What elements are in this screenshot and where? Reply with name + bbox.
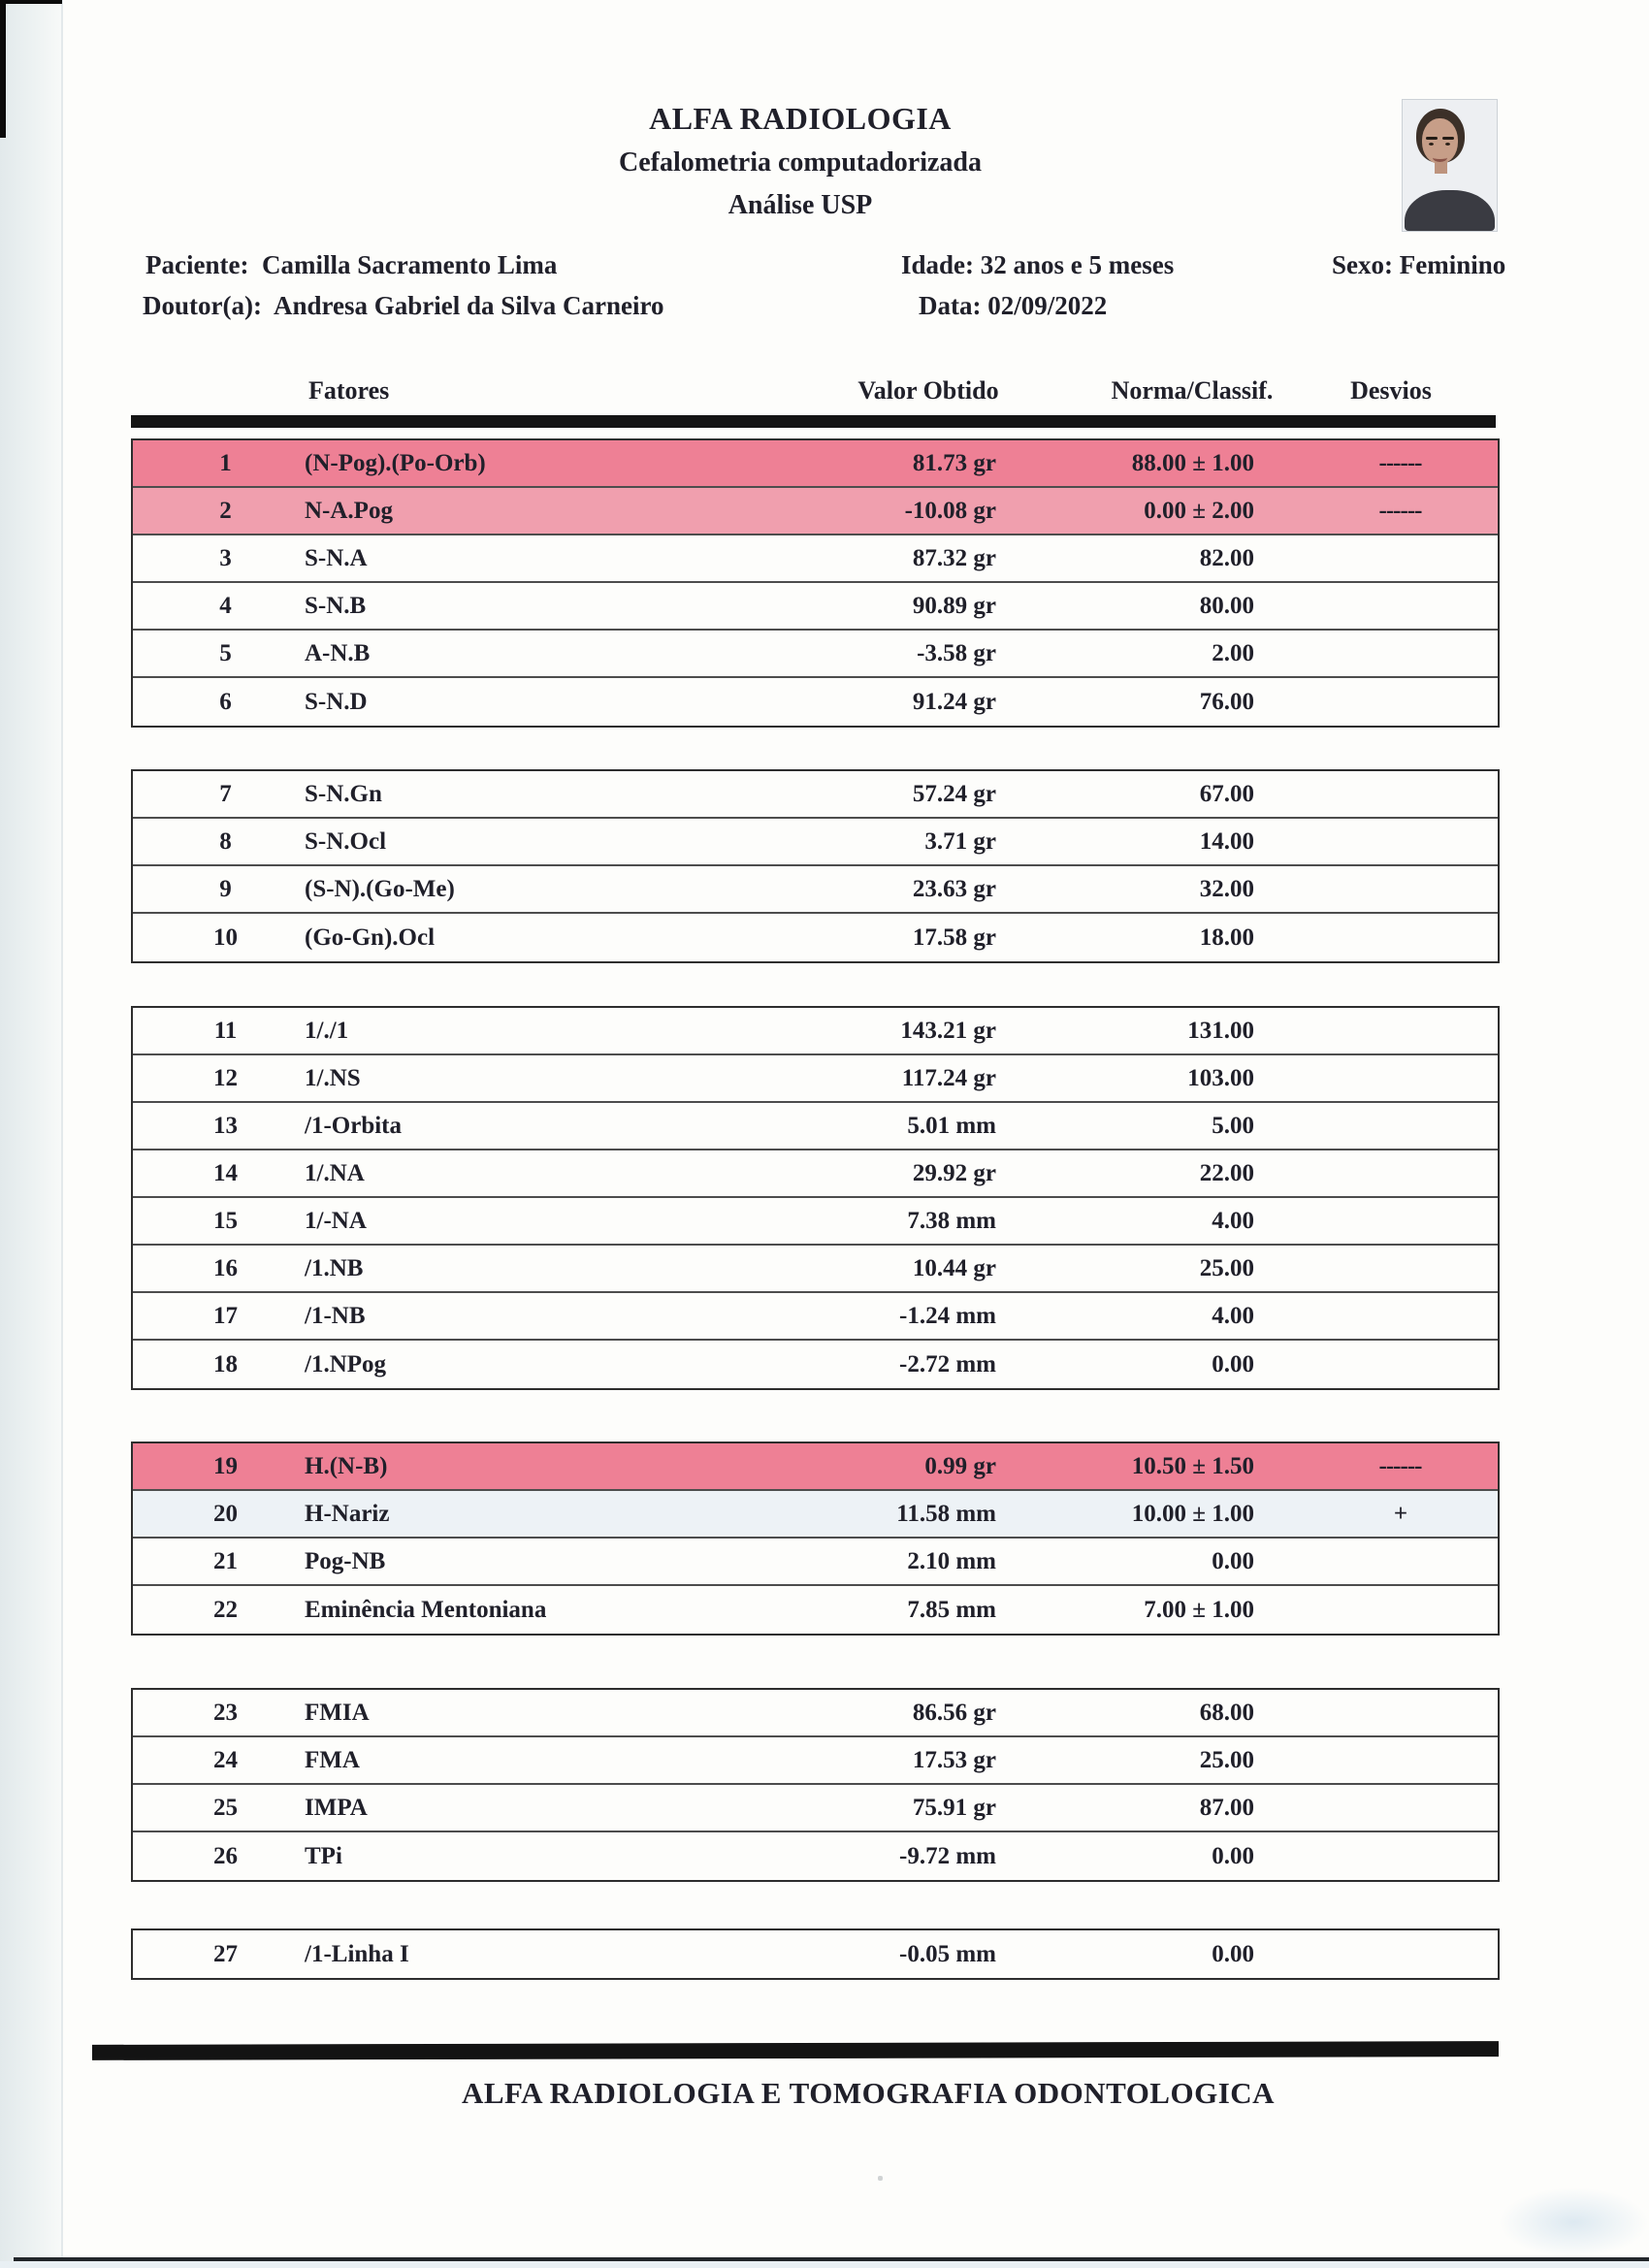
row-norma: 0.00 ± 2.00 [1144,497,1254,524]
patient-label: Paciente: [146,250,249,279]
table-row [133,1785,1498,1832]
row-valor: -0.05 mm [899,1940,996,1967]
row-fator: 1/./1 [305,1017,349,1044]
row-norma: 32.00 [1199,875,1254,902]
row-valor: 7.38 mm [907,1207,996,1234]
row-number: 9 [219,875,232,902]
row-number: 15 [213,1207,238,1234]
row-fator: /1.NPog [305,1350,387,1377]
photo-neck [1435,160,1447,174]
age-label: Idade: [901,250,975,279]
table-row [133,1737,1498,1785]
row-norma: 80.00 [1199,592,1254,619]
row-valor: 143.21 gr [900,1017,996,1044]
table-row [133,535,1498,583]
column-header-valor-obtido: Valor Obtido [857,376,999,405]
row-fator: FMIA [305,1699,370,1726]
table-row [133,1008,1498,1055]
row-valor: -3.58 gr [917,639,996,666]
row-number: 21 [213,1547,238,1574]
row-norma: 88.00 ± 1.00 [1131,449,1254,476]
table-group-6 [131,1928,1500,1980]
row-valor: 17.58 gr [912,923,996,951]
row-norma: 25.00 [1199,1746,1254,1773]
row-norma: 0.00 [1212,1350,1254,1377]
row-norma: 10.00 ± 1.00 [1131,1500,1254,1527]
photo-eyebrow [1442,137,1454,140]
row-fator: /1-Linha I [305,1940,409,1967]
date-value: 02/09/2022 [987,291,1108,320]
scan-edge-shadow-left [0,0,6,138]
row-fator: S-N.A [305,544,368,571]
row-desvio: + [1393,1500,1407,1527]
row-fator: Pog-NB [305,1547,386,1574]
column-header-norma-classif: Norma/Classif. [1111,376,1274,405]
table-row [133,1491,1498,1539]
row-fator: N-A.Pog [305,497,393,524]
patient-photo [1402,99,1498,232]
row-number: 22 [213,1596,238,1623]
row-number: 20 [213,1500,238,1527]
row-fator: S-N.Ocl [305,827,387,855]
row-norma: 14.00 [1199,827,1254,855]
age-value: 32 anos e 5 meses [980,250,1175,279]
row-fator: TPi [305,1842,342,1869]
row-norma: 76.00 [1199,688,1254,715]
row-valor: 117.24 gr [901,1064,996,1091]
row-valor: -1.24 mm [899,1302,996,1329]
row-norma: 7.00 ± 1.00 [1144,1596,1254,1623]
table-row [133,678,1498,726]
row-number: 6 [219,688,232,715]
table-row [133,488,1498,535]
row-valor: 17.53 gr [912,1746,996,1773]
row-number: 23 [213,1699,238,1726]
footer-rule [92,2041,1499,2060]
row-number: 16 [213,1254,238,1281]
row-number: 10 [213,923,238,951]
table-row [133,1443,1498,1491]
row-valor: 86.56 gr [912,1699,996,1726]
row-norma: 131.00 [1187,1017,1254,1044]
row-fator: 1/.NA [305,1159,365,1186]
row-fator: S-N.Gn [305,780,382,807]
row-norma: 0.00 [1212,1940,1254,1967]
row-norma: 68.00 [1199,1699,1254,1726]
table-row [133,914,1498,961]
patient-name-line [146,250,557,280]
table-row [133,1103,1498,1150]
column-header-fatores: Fatores [308,376,390,405]
row-number: 13 [213,1112,238,1139]
table-row [133,1246,1498,1293]
analysis-name: Análise USP [728,190,873,220]
row-fator: 1/.NS [305,1064,361,1091]
row-number: 25 [213,1794,238,1821]
table-row [133,1930,1498,1978]
photo-eyebrow [1426,137,1438,140]
scan-speck [878,2176,883,2181]
table-group-1 [131,438,1500,728]
row-valor: 11.58 mm [896,1500,996,1527]
row-desvio: ------ [1378,449,1422,476]
patient-age-line [901,250,1174,280]
row-number: 7 [219,780,232,807]
row-norma: 18.00 [1199,923,1254,951]
row-fator: (S-N).(Go-Me) [305,875,455,902]
patient-name: Camilla Sacramento Lima [261,250,558,279]
row-valor: 5.01 mm [907,1112,996,1139]
document-header [315,101,1285,221]
row-norma: 25.00 [1199,1254,1254,1281]
doctor-name: Andresa Gabriel da Silva Carneiro [273,291,664,320]
row-valor: 10.44 gr [912,1254,996,1281]
row-norma: 5.00 [1212,1112,1254,1139]
row-norma: 22.00 [1199,1159,1254,1186]
row-fator: FMA [305,1746,360,1773]
row-norma: 82.00 [1199,544,1254,571]
row-valor: -10.08 gr [904,497,996,524]
sex-value: Feminino [1399,250,1506,279]
row-valor: 29.92 gr [912,1159,996,1186]
row-valor: 90.89 gr [912,592,996,619]
scan-edge-line [61,0,63,2268]
photo-mouth [1433,153,1447,162]
row-valor: 87.32 gr [912,544,996,571]
row-number: 24 [213,1746,238,1773]
row-fator: /1-Orbita [305,1112,402,1139]
doctor-line [143,291,664,321]
row-fator: (Go-Gn).Ocl [305,923,436,951]
row-norma: 87.00 [1199,1794,1254,1821]
exam-date-line [919,291,1107,321]
row-number: 8 [219,827,232,855]
row-valor: 0.99 gr [924,1452,996,1479]
row-fator: H.(N-B) [305,1452,388,1479]
row-number: 17 [213,1302,238,1329]
row-number: 26 [213,1842,238,1869]
row-norma: 4.00 [1212,1302,1254,1329]
row-norma: 2.00 [1212,639,1254,666]
scan-edge-band [0,0,61,2268]
scan-smudge [1499,2187,1649,2257]
table-row [133,1690,1498,1737]
table-row [133,583,1498,631]
row-fator: A-N.B [305,639,371,666]
row-norma: 10.50 ± 1.50 [1131,1452,1254,1479]
table-row [133,1832,1498,1880]
row-number: 19 [213,1452,238,1479]
row-norma: 103.00 [1187,1064,1254,1091]
row-number: 4 [219,592,232,619]
photo-shirt [1405,190,1495,231]
row-valor: 91.24 gr [912,688,996,715]
table-group-2 [131,769,1500,963]
row-valor: 57.24 gr [912,780,996,807]
scan-edge-shadow-top [0,0,62,4]
doctor-label: Doutor(a): [143,291,262,320]
row-number: 12 [213,1064,238,1091]
table-row [133,1055,1498,1103]
row-fator: /1.NB [305,1254,364,1281]
row-fator: /1-NB [305,1302,366,1329]
table-row [133,440,1498,488]
column-header-desvios: Desvios [1350,376,1432,405]
row-number: 18 [213,1350,238,1377]
row-number: 11 [213,1017,238,1044]
photo-eye [1445,143,1450,146]
row-valor: 3.71 gr [924,827,996,855]
table-row [133,866,1498,914]
row-number: 5 [219,639,232,666]
table-row [133,1341,1498,1388]
row-number: 3 [219,544,232,571]
row-valor: 23.63 gr [912,875,996,902]
row-fator: S-N.D [305,688,368,715]
row-valor: -2.72 mm [899,1350,996,1377]
row-number: 27 [213,1940,238,1967]
row-fator: 1/-NA [305,1207,367,1234]
table-row [133,1198,1498,1246]
table-row [133,1539,1498,1586]
row-norma: 67.00 [1199,780,1254,807]
row-norma: 4.00 [1212,1207,1254,1234]
header-rule [131,415,1496,428]
row-number: 1 [219,449,232,476]
exam-type: Cefalometria computadorizada [618,147,983,178]
table-row [133,1150,1498,1198]
row-fator: Eminência Mentoniana [305,1596,547,1623]
table-group-5 [131,1688,1500,1882]
row-fator: IMPA [305,1794,368,1821]
patient-sex-line [1332,250,1505,280]
row-number: 2 [219,497,232,524]
row-norma: 0.00 [1212,1547,1254,1574]
table-group-4 [131,1442,1500,1636]
row-valor: 75.91 gr [912,1794,996,1821]
row-fator: (N-Pog).(Po-Orb) [305,449,486,476]
row-valor: 7.85 mm [907,1596,996,1623]
row-desvio: ------ [1378,1452,1422,1479]
table-row [133,819,1498,866]
scan-bottom-band [0,2261,1649,2268]
row-fator: S-N.B [305,592,367,619]
row-valor: 2.10 mm [907,1547,996,1574]
date-label: Data: [919,291,982,320]
row-valor: -9.72 mm [899,1842,996,1869]
row-norma: 0.00 [1212,1842,1254,1869]
row-fator: H-Nariz [305,1500,390,1527]
photo-eye [1429,143,1434,146]
table-row [133,1293,1498,1341]
sex-label: Sexo: [1332,250,1393,279]
footer-clinic-name: ALFA RADIOLOGIA E TOMOGRAFIA ODONTOLOGICA [461,2076,1276,2110]
table-row [133,631,1498,678]
row-valor: 81.73 gr [912,449,996,476]
row-number: 14 [213,1159,238,1186]
table-group-3 [131,1006,1500,1390]
row-desvio: ------ [1378,497,1422,524]
table-row [133,1586,1498,1634]
clinic-name: ALFA RADIOLOGIA [649,101,952,136]
table-row [133,771,1498,819]
